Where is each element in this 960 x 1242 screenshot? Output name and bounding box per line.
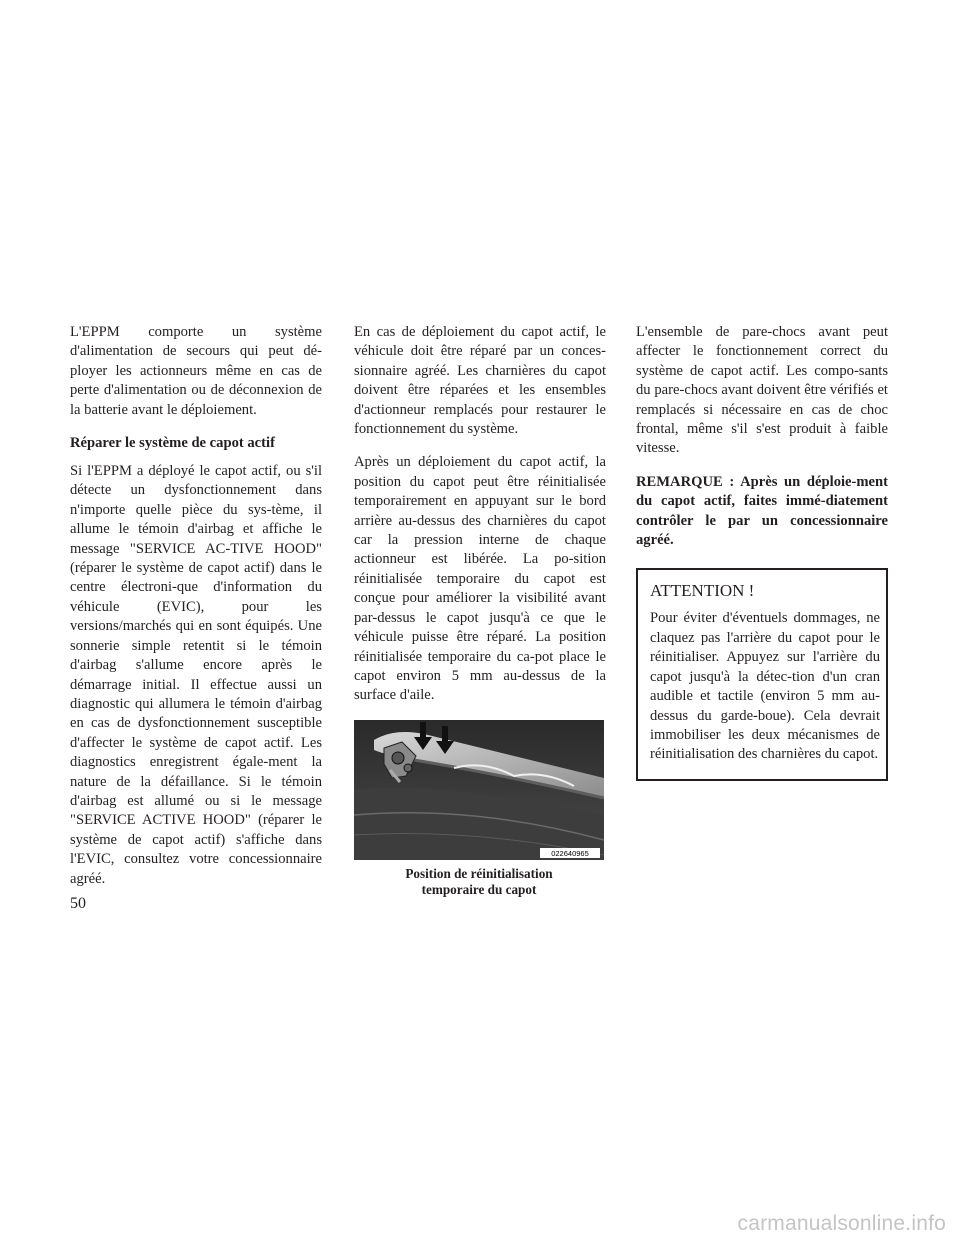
warning-box xyxy=(636,568,888,780)
warning-text: Pour éviter d'éventuels dommages, ne claquez pas l'arrière du capot pour le réinitialiser. Appuyez sur l'arrière du capot jusqu'à la détec-tion d'un cran audible et tactile (environ 5 mm au-dessus du garde-boue). Cela devrait immobiliser les deux mécanismes de réinitialisation des charnières du capot. xyxy=(650,610,880,763)
paragraph-backup-power: L'EPPM comporte un système d'alimentation de secours qui peut dé-ployer les actionneurs même en cas de perte d'alimentation ou de déconnexion de la batterie avant le déploiement. xyxy=(70,324,322,418)
watermark: carmanualsonline.info xyxy=(737,1212,946,1235)
text-column-1 xyxy=(70,323,322,903)
paragraph-eppm-diagnostics: Si l'EPPM a déployé le capot actif, ou s'il détecte un dysfonctionnement dans n'importe quelle pièce du sys-tème, il allume le témoin d'airbag et affiche le message "SERVICE AC-TIVE HOOD" (réparer le système de capot actif) dans le centre électroni-que d'information du véhicule (EVIC), pour les versions/marchés qui en sont équipés. Une sonnerie simple retentit si le témoin d'airbag s'allume encore après le démarrage initial. Il effectue aussi un diagnostic qui allumera le témoin d'airbag en cas de dysfonctionnement susceptible d'affecter le système de capot actif. Les diagnostics enregistrent égale-ment la nature de la défaillance. Si le témoin d'airbag est allumé ou si le message "SERVICE ACTIVE HOOD" (réparer le système de capot actif) s'affiche dans l'EVIC, consultez votre concessionnaire agréé. xyxy=(70,463,322,887)
figure-caption xyxy=(354,866,604,899)
warning-title: ATTENTION ! xyxy=(650,581,755,601)
page-number: 50 xyxy=(70,895,86,912)
text-column-3 xyxy=(636,323,888,781)
paragraph-temporary-reset: Après un déploiement du capot actif, la position du capot peut être réinitialisée temporairement en appuyant sur le bord arrière au-dessus des charnières du capot car la pression interne de chaque actionneur est libérée. La po-sition réinitialisée temporaire du capot est conçue pour améliorer la visibilité avant par-dessus le capot jusqu'à ce que le véhicule puisse être réparé. La position réinitialisée temporaire du ca-pot place le capot environ 5 mm au-dessus de la surface d'aile. xyxy=(354,454,606,704)
note-remarque: REMARQUE : Après un déploie-ment du capot actif, faites immé-diatement contrôler le par un concessionnaire agréé. xyxy=(636,473,888,549)
caption-line-2: temporaire du capot xyxy=(421,882,537,898)
paragraph-bumper: L'ensemble de pare-chocs avant peut affecter le fonctionnement correct du système de capot actif. Les compo-sants du pare-chocs avant doivent être vérifiés et remplacés si nécessaire en cas de choc frontal, même s'il s'est produit à faible vitesse. xyxy=(636,324,888,457)
hood-reset-figure xyxy=(354,720,604,899)
text-column-2 xyxy=(354,323,606,899)
caption-line-1: Position de réinitialisation xyxy=(405,865,553,881)
hood-hinge-illustration xyxy=(354,720,604,860)
section-heading-repair: Réparer le système de capot actif xyxy=(70,435,275,452)
paragraph-dealer-repair: En cas de déploiement du capot actif, le véhicule doit être réparé par un conces-sionnaire agréé. Les charnières du capot doivent être réparées et les ensembles d'actionneur remplacés pour restaurer le fonctionnement du système. xyxy=(354,324,606,438)
image-code-label: 022640965 xyxy=(551,848,589,858)
